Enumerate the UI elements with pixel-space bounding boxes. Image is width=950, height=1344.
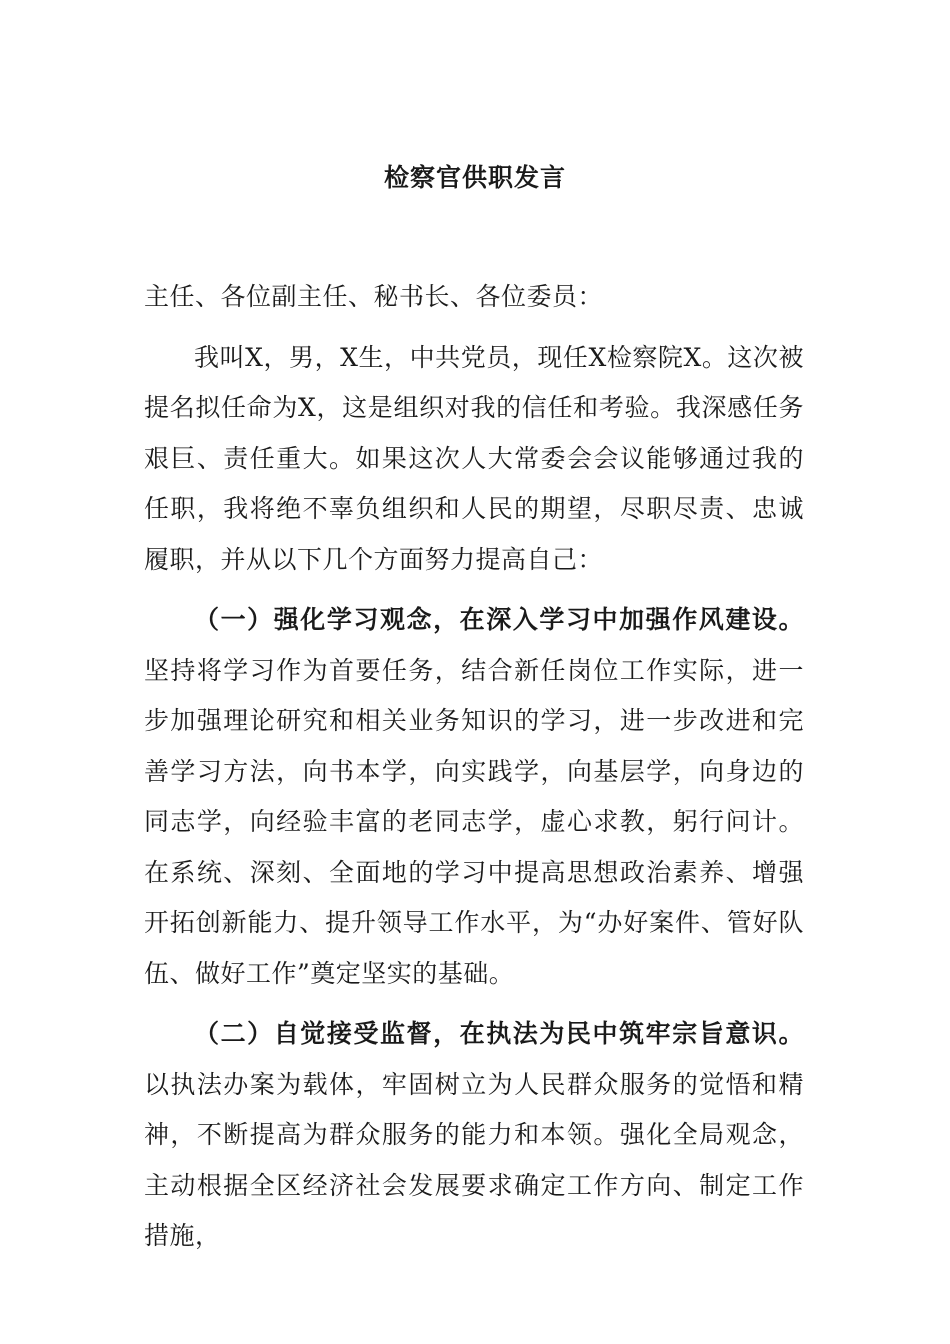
salutation: 主任、各位副主任、秘书长、各位委员： [144, 282, 604, 311]
section-paragraph-1 [144, 595, 804, 999]
section-heading-1: （一）强化学习观念，在深入学习中加强作风建设。 [194, 605, 804, 634]
section-text-2: 以执法办案为载体，牢固树立为人民群众服务的觉悟和精神，不断提高为群众服务的能力和本领。强化全局观念，主动根据全区经济社会发展要求确定工作方向、制定工作措施， [144, 1069, 804, 1250]
document-body [144, 272, 804, 1262]
document-title: 检察官供职发言 [383, 163, 566, 192]
section-text-1: 坚持将学习作为首要任务，结合新任岗位工作实际，进一步加强理论研究和相关业务知识的学习，进一步改进和完善学习方法，向书本学，向实践学，向基层学，向身边的同志学，向经验丰富的老同志学，虚心求教，躬行问计。在系统、深刻、全面地的学习中提高思想政治素养、增强开拓创新能力、提升领导工作水平，为“办好案件、管好队伍、做好工作”奠定坚实的基础。 [144, 655, 804, 988]
section-heading-2: （二）自觉接受监督，在执法为民中筑牢宗旨意识。 [194, 1019, 804, 1048]
intro-paragraph: 我叫X，男，X生，中共党员，现任X检察院X。这次被提名拟任命为X，这是组织对我的信任和考验。我深感任务艰巨、责任重大。如果这次人大常委会会议能够通过我的任职，我将绝不辜负组织和人民的期望，尽职尽责、忠诚履职，并从以下几个方面努力提高自己： [144, 342, 804, 574]
section-paragraph-2 [144, 1009, 804, 1262]
